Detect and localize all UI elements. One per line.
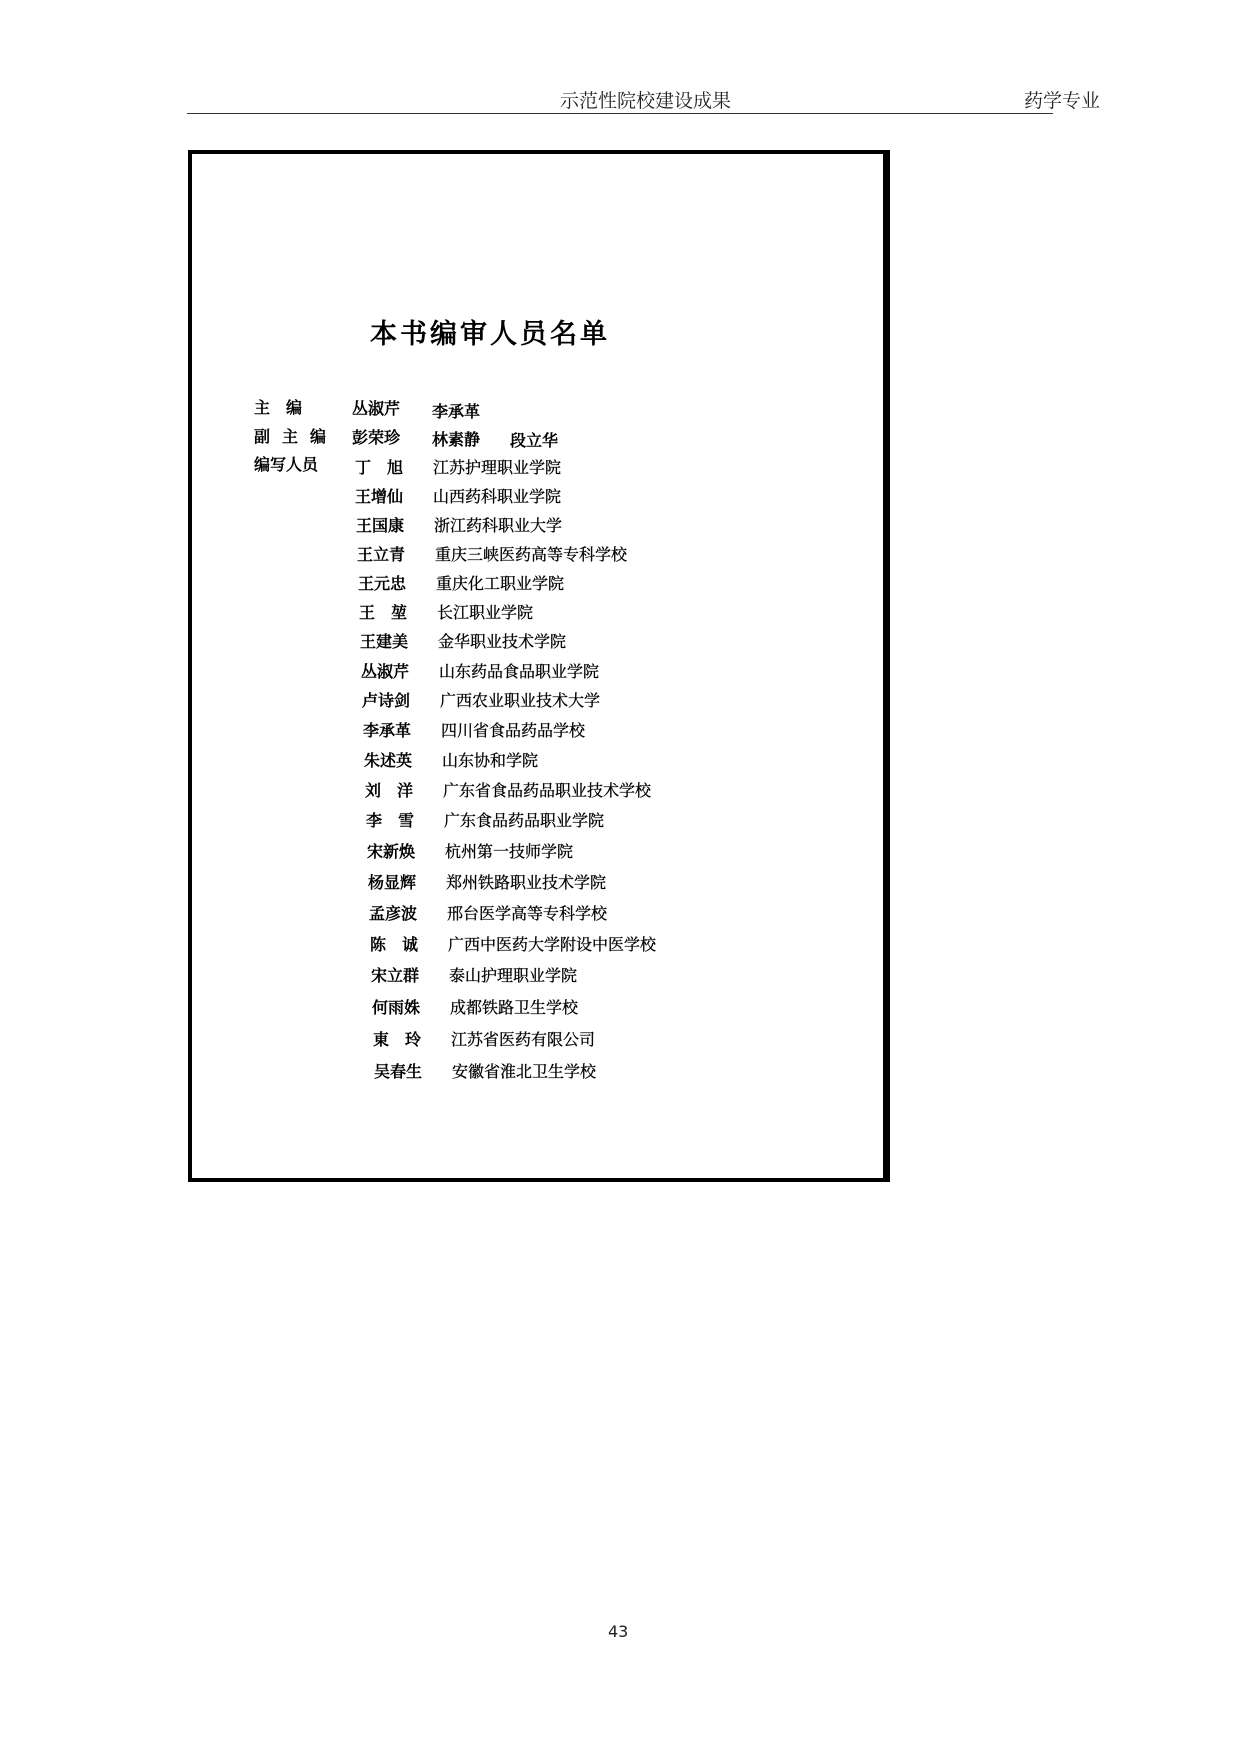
writer-name: 王立青 <box>357 545 406 564</box>
writer-row <box>356 513 562 536</box>
writer-row <box>369 901 607 924</box>
deputy-editor-name: 林素静 <box>432 430 481 449</box>
writer-name: 吴春生 <box>374 1062 423 1081</box>
writer-row <box>368 870 606 893</box>
writer-institution: 广西中医药大学附设中医学校 <box>448 935 657 954</box>
writer-institution: 泰山护理职业学院 <box>449 966 578 985</box>
writer-institution: 广东食品药品职业学院 <box>444 811 605 830</box>
writer-institution: 江苏省医药有限公司 <box>451 1030 596 1049</box>
chief-editors-label: 主 编 <box>254 398 303 417</box>
writer-row <box>365 778 651 801</box>
writer-institution: 浙江药科职业大学 <box>434 516 563 535</box>
writer-row <box>360 629 566 652</box>
writer-institution: 广西农业职业技术大学 <box>440 691 601 710</box>
writer-name: 宋新焕 <box>367 842 416 861</box>
writer-institution: 邢台医学高等专科学校 <box>447 904 608 923</box>
writer-name: 丁 旭 <box>355 458 404 477</box>
writer-name: 李承革 <box>363 721 412 740</box>
writers-label: 编写人员 <box>254 455 319 474</box>
writer-institution: 杭州第一技师学院 <box>445 842 574 861</box>
writer-row <box>372 995 578 1018</box>
writer-name: 王元忠 <box>358 574 407 593</box>
writer-row <box>355 484 561 507</box>
page-number: 43 <box>608 1622 629 1641</box>
writer-institution: 安徽省淮北卫生学校 <box>452 1062 597 1081</box>
deputy-editor-name: 段立华 <box>510 431 559 450</box>
writer-institution: 山西药科职业学院 <box>433 487 562 506</box>
writer-row <box>373 1027 595 1050</box>
writer-name: 王增仙 <box>355 487 404 506</box>
writer-name: 王建美 <box>360 632 409 651</box>
writer-institution: 成都铁路卫生学校 <box>450 998 579 1017</box>
writer-name: 丛淑芹 <box>361 662 410 681</box>
writer-name: 王 堃 <box>359 603 408 622</box>
writer-name: 何雨姝 <box>372 998 421 1017</box>
deputy-editors-label: 副主编 <box>254 427 339 446</box>
writer-row <box>374 1059 596 1082</box>
writer-name: 朱述英 <box>364 751 413 770</box>
writer-row <box>366 808 604 831</box>
writer-row <box>358 571 564 594</box>
writer-institution: 四川省食品药品学校 <box>441 721 586 740</box>
chief-editor-name: 李承革 <box>432 402 481 421</box>
writer-name: 刘 洋 <box>365 781 414 800</box>
writer-row <box>361 659 599 682</box>
writer-institution: 江苏护理职业学院 <box>433 458 562 477</box>
writer-institution: 山东协和学院 <box>442 751 539 770</box>
scan-title: 本书编审人员名单 <box>370 319 610 350</box>
writer-institution: 重庆化工职业学院 <box>436 574 565 593</box>
chief-editor-name: 丛淑芹 <box>352 399 401 418</box>
writer-name: 王国康 <box>356 516 405 535</box>
writer-institution: 郑州铁路职业技术学院 <box>446 873 607 892</box>
writer-name: 東 玲 <box>373 1030 422 1049</box>
writer-row <box>359 600 533 623</box>
running-header-subject: 药学专业 <box>1024 90 1101 112</box>
writer-row <box>362 688 600 711</box>
deputy-editor-name: 彭荣珍 <box>352 428 401 447</box>
writer-name: 孟彦波 <box>369 904 418 923</box>
writer-name: 杨显辉 <box>368 873 417 892</box>
writer-row <box>355 455 561 478</box>
writer-institution: 长江职业学院 <box>437 603 534 622</box>
writer-row <box>357 542 627 565</box>
writer-row <box>367 839 573 862</box>
writer-name: 宋立群 <box>371 966 420 985</box>
writer-name: 卢诗剑 <box>362 691 411 710</box>
writer-row <box>364 748 538 771</box>
writer-institution: 金华职业技术学院 <box>438 632 567 651</box>
writer-institution: 重庆三峡医药高等专科学校 <box>435 545 628 564</box>
writer-institution: 广东省食品药品职业技术学校 <box>443 781 652 800</box>
writer-row <box>363 718 585 741</box>
header-divider <box>187 113 1053 114</box>
writer-row <box>370 932 656 955</box>
writer-row <box>371 963 577 986</box>
writer-name: 李 雪 <box>366 811 415 830</box>
writer-institution: 山东药品食品职业学院 <box>439 662 600 681</box>
running-header-series-title: 示范性院校建设成果 <box>560 90 732 112</box>
writer-name: 陈 诚 <box>370 935 419 954</box>
